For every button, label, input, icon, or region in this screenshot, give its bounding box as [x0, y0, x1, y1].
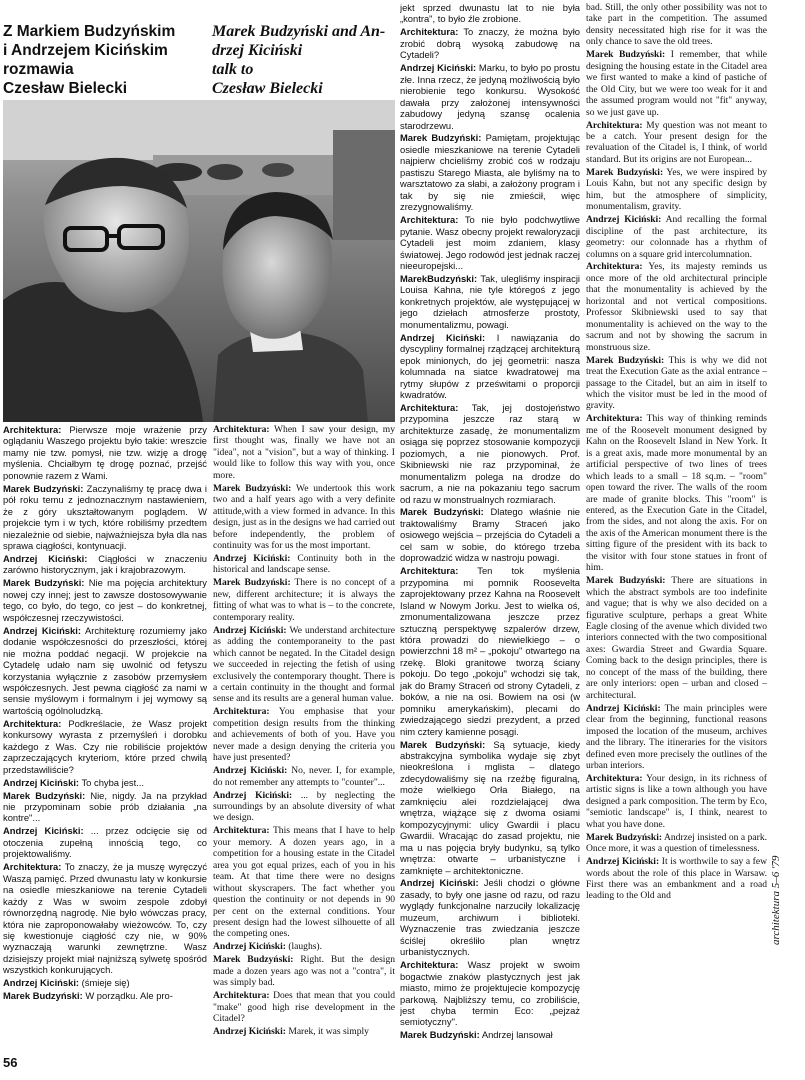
title-line: Z Markiem Budzyńskim	[3, 23, 176, 40]
paragraph	[213, 941, 395, 952]
paragraph-text: Does that mean that you could "make" good high rise development in the Citadel?	[213, 990, 395, 1025]
paragraph	[3, 718, 207, 775]
paragraph-text: W porządku. Ale pro-	[85, 990, 173, 1002]
speaker-label: Marek Budzyński:	[213, 577, 291, 589]
paragraph	[3, 861, 207, 976]
speaker-label: Marek Budzyński:	[3, 577, 85, 589]
paragraph-text: The main principles were clear from the beginning, functional reasons imposed the location of the museum, archives and the library. The itineraries for the visitors defined even more precisely the outlines of the urban interiors.	[586, 702, 767, 771]
paragraph	[3, 977, 207, 988]
paragraph-text: Dlatego właśnie nie traktowaliśmy Bramy Straceń jako osiowego wejścia – przejścia do Cytadeli a cel sam w sobie, do którego trzeba doprowadzić widza w nastroju powagi.	[400, 506, 580, 564]
speaker-label: Andrzej Kiciński:	[3, 776, 80, 788]
paragraph	[213, 990, 395, 1024]
speaker-label: Andrzej Kiciński:	[3, 552, 88, 564]
speaker-label: Andrzej Kiciński:	[3, 825, 84, 837]
paragraph-text: To znaczy, że można było zrobić dobrą wysoką zabudowę na Cytadeli?	[400, 26, 580, 61]
speaker-label: Architektura:	[400, 959, 459, 971]
speaker-label: Architektura:	[586, 119, 643, 131]
paragraph-text: Jeśli chodzi o główne zasady, to były one jasne od razu, od razu wyglądy funkcjonalne narzuciły lokalizację muzeum, archiwum i biblioteki. Wyznaczenie tras zwiedzania jeszcze ściślej określiło plan wnętrz urbanistycznych.	[400, 877, 580, 958]
paragraph-text: Pamiętam, projektując osiedle mieszkaniowe na terenie Cytadeli najpierw chcieliśmy zrobić coś w rodzaju pastiszu Starego Miasta, ale byliśmy na to warsztatowo za słabi, a założony program i tak by się nie zmieścił, więc zrezygnowaliśmy.	[400, 132, 580, 213]
text-column-english-2	[586, 2, 767, 1070]
paragraph-text: Your design, in its richness of artistic signs is like a town although you have designed a park composition. The term by Eco, "semiotic landscape" is, I think, nearest to what you have done.	[586, 772, 767, 830]
paragraph-text: Tak, jej dostojeństwo przypomina jeszcze raz starą w architekturze zasadę, że monumentalizm osiąga się poprzez stosowanie kompozycji poziomych, a nie pionowych. Prof. Skibniewski nie raz przypominał, że monumentalizm polega na drodze do sacrum, a nie na pokazaniu tego sacrum od razu w monstrualnych rozmiarach.	[400, 401, 580, 505]
paragraph-text: Right. But the design made a dozen years ago was not a "contra", it was simply bad.	[213, 954, 395, 989]
speaker-label: Andrzej Kiciński:	[213, 1026, 286, 1038]
speaker-label: Marek Budzyński:	[586, 831, 663, 843]
paragraph-text: To nie było podchwytliwe pytanie. Wasz obecny projekt rewaloryzacji Cytadeli jest moim zdaniem, klasy światowej. Jego rodowód jest jednak raczej nieeuropejski...	[400, 214, 580, 271]
speaker-label: Marek Budzyński:	[213, 482, 292, 494]
paragraph	[400, 62, 580, 131]
speaker-label: Andrzej Kiciński:	[213, 941, 286, 953]
paragraph-text: No, never. I, for example, do not remember any attempts to "counter"...	[213, 765, 395, 788]
paragraph	[586, 773, 767, 830]
paragraph	[586, 703, 767, 772]
paragraph	[586, 856, 767, 902]
paragraph-text: My question was not meant to be a catch. Your present design for the revaluation of the Citadel is, I think, of world standard. But its origins are not European...	[586, 119, 767, 165]
title-line: i Andrzejem Kicińskim	[3, 42, 168, 59]
paragraph-text: To znaczy, że ja muszę wyręczyć Waszą pamięć. Przed dwunastu laty w konkursie na osiedle mieszkaniowe na terenie Cytadeli każdy z Was w swoim zespole zdobył równorzędną nagrodę. Nie było wówczas pracy, która nie zaproponowałaby wieżowców. To, czy się kwestionuje ciągłość czy nie, w 90% wyznaczają warunki zewnętrzne. Wasz dzisiejszy projekt miał najniższą sylwetę spośród wszystkich konkurujących.	[3, 861, 207, 976]
paragraph	[586, 575, 767, 701]
paragraph-text: When I saw your design, my first thought was, finally we have not an "idea", not a "vision", but a way of thinking. I would like to follow this way with you, once more.	[213, 424, 395, 481]
speaker-label: MarekBudzyński:	[400, 272, 478, 284]
paragraph-text: jekt sprzed dwunastu lat to nie była „kontra", to było źle zrobione.	[400, 2, 580, 25]
paragraph-text: There is no concept of a new, different architecture; it is always the fitting of what was to what is – to the concrete, contemporary reality.	[213, 577, 395, 623]
paragraph	[586, 832, 767, 855]
paragraph-text: Nie, nigdy. Ja na przykład nie przypominam sobie prób działania „na kontre"...	[3, 789, 207, 824]
paragraph	[213, 765, 395, 788]
paragraph	[586, 355, 767, 412]
paragraph	[3, 625, 207, 717]
text-column-english-1	[213, 424, 395, 1067]
speaker-label: Marek Budzyński:	[400, 506, 484, 518]
paragraph	[400, 506, 580, 563]
paragraph-text: Pierwsze moje wrażenie przy oglądaniu Waszego projektu było takie: wreszcie mamy nie tzw. pomysł, nie tzw. wizję a drogę myślenia. Chciałbym tę drogę poznać, przejść ponownie razem z Wami.	[3, 424, 207, 481]
paragraph	[400, 1029, 580, 1040]
paragraph	[400, 402, 580, 505]
paragraph	[400, 26, 580, 60]
speaker-label: Marek Budzyński:	[586, 354, 665, 366]
speaker-label: Architektura:	[213, 990, 270, 1002]
paragraph	[400, 2, 580, 25]
paragraph	[3, 825, 207, 859]
paragraph-text: Są sytuacje, kiedy abstrakcyjna symbolika wydaje się zbyt nieokreślona i mglista – dlatego zdecydowaliśmy się na rzeźbę figuralną, może wielkiego Orła Białego, na zamknięciu alei rozdzielającej dwa wnętrza, wiążące się z dwoma osiami kompozycyjnymi: ulicy Gwardii i placu Gwardii. Wracając do zasad projektu, nie ma u nas pojęcia bryły budynku, są tylko wnętrza: otwarte – urbanistyczne i zamknięte – architektoniczne.	[400, 738, 580, 876]
speaker-label: Marek Budzyński:	[3, 789, 86, 801]
speaker-label: Architektura:	[400, 26, 459, 38]
title-line: rozmawia	[3, 61, 74, 78]
paragraph-text: This way of thinking reminds me of the Roosevelt monument designed by Kahn on the Roosevelt Island in New York. It is a great axis, made more monumental by an artificial perspective of two lines of trees which leads to a small – 18 sq.m. – "room" open toward the river. The walls of the room are made of granite blocks. This "room" is entered, as the Execution Gate in the Citadel, from the sides, and not along the axis. For on the axis of the American monument there is the sitting figure of the president with its back to the visitor with four stone statues in front of him.	[586, 413, 767, 574]
paragraph	[3, 777, 207, 788]
title-line: Czesław Bielecki	[212, 80, 323, 97]
speaker-label: Andrzej Kiciński:	[400, 877, 479, 889]
speaker-label: Andrzej Kiciński:	[213, 789, 293, 801]
paragraph-text: (laughs).	[288, 941, 322, 953]
paragraph-text: Andrzej insisted on a park. Once more, it was a question of timelessness.	[586, 831, 767, 855]
paragraph	[3, 790, 207, 824]
paragraph-text: I remember, that while designing the housing estate in the Citadel area we first wanted to make a kind of pastiche of the Old City, but we were too weak for it and the assumed program would not "fit" anyway, so we just gave up.	[586, 49, 767, 118]
speaker-label: Architektura:	[3, 861, 62, 873]
paragraph-text: I nawiązania do dyscypliny formalnej rządzącej architekturą epok minionych, do jej geometrii: nasza kolumnada na siatce kwadratowej ma rytmy słupów z prześwitami o proporcji kwadratów.	[400, 331, 580, 400]
speaker-label: Architektura:	[586, 261, 643, 273]
paragraph	[400, 565, 580, 737]
speaker-label: Architektura:	[213, 825, 270, 837]
speaker-label: Architektura:	[586, 772, 643, 784]
paragraph-text: And recalling the formal discipline of the past architecture, its geometry: our colonnade has a rhythm of columns on a square grid intercolumnation.	[586, 214, 767, 260]
speaker-label: Andrzej Kiciński:	[3, 624, 81, 636]
speaker-label: Architektura:	[400, 565, 459, 577]
title-polish	[3, 22, 208, 98]
speaker-label: Andrzej Kiciński:	[3, 977, 80, 989]
speaker-label: Marek Budzyński:	[400, 1029, 480, 1041]
paragraph	[3, 424, 207, 481]
speaker-label: Andrzej Kiciński:	[213, 765, 288, 777]
speaker-label: Andrzej Kiciński:	[400, 331, 486, 343]
speaker-label: Marek Budzyński:	[213, 954, 294, 966]
paragraph-text: ... by neglecting the surroundings by an absolute diversity of what we design.	[213, 789, 395, 824]
paragraph-text: Tak, ulegliśmy inspiracji Louisa Kahna, nie tyle któregoś z jego konkretnych projektów, ale występującej w jego dziełach atmosferze prostoty, monumentalizmu, powagi.	[400, 272, 580, 330]
paragraph	[3, 990, 207, 1001]
text-column-polish-2	[400, 2, 580, 1070]
paragraph	[213, 1026, 395, 1037]
paragraph	[400, 332, 580, 401]
title-english	[212, 22, 397, 98]
speaker-label: Architektura:	[3, 717, 62, 729]
paragraph-text: Yes, its majesty reminds us once more of the old architectural principle that the monumentality is achieved by the horizontal and not vertical compositions. Professor Skibniewski used to say that monumentality is achieved on the way to the sacrum and not by showing the sacrum in monstruous size.	[586, 261, 767, 353]
paragraph	[213, 706, 395, 763]
speaker-label: Andrzej Kiciński:	[586, 214, 662, 226]
paragraph	[213, 483, 395, 552]
title-line: Czesław Bielecki	[3, 80, 128, 97]
paragraph-text: Podkreślacie, że Wasz projekt konkursowy wyrasta z przemyśleń i dorobku każdego z Was. Czy nie robiliście projektów zaprzeczających kryteriom, które przed chwilą przedstawiliście?	[3, 717, 207, 775]
paragraph	[586, 120, 767, 166]
title-line: drzej Kiciński	[212, 42, 303, 59]
paragraph	[3, 553, 207, 576]
paragraph	[586, 214, 767, 260]
speaker-label: Marek Budzyński:	[586, 166, 664, 178]
speaker-label: Architektura:	[400, 214, 459, 226]
paragraph-text: Marek, it was simply	[288, 1026, 369, 1038]
paragraph	[586, 2, 767, 48]
paragraph-text: (śmieje się)	[81, 977, 130, 989]
paragraph	[3, 483, 207, 552]
paragraph	[213, 577, 395, 623]
speaker-label: Andrzej Kiciński:	[213, 624, 287, 636]
paragraph-text: Andrzej lansował	[481, 1029, 553, 1041]
paragraph	[213, 790, 395, 824]
paragraph-text: bad. Still, the only other possibility was not to take part in the competition. The assumed density necessitated high rise for it was the only chance to save the old trees.	[586, 2, 767, 48]
paragraph-text: This is why we did not treat the Execution Gate as the axial entrance – passage to the Citadel, but an aim in itself to which the visitor must be led in the mood of gravity.	[586, 354, 767, 412]
speaker-label: Andrzej Kiciński:	[213, 552, 291, 564]
paragraph	[213, 954, 395, 988]
speaker-label: Marek Budzyński:	[3, 482, 84, 494]
title-line: talk to	[212, 61, 254, 78]
paragraph-text: Marku, to było po prostu złe. Inna rzecz, że jedyną możliwością było nierobienie tego konkursu. Wysokość dawała przy założonej intensywności zabudowy jedyną szansę ocalenia starodrzewu.	[400, 62, 580, 131]
paragraph-text: To chyba jest...	[81, 776, 145, 788]
paragraph-text: It is worthwile to say a few words about the role of this place in Warsaw. First there was an embankment and a road leading to the Old and	[586, 856, 767, 902]
page-number: 56	[3, 1055, 18, 1070]
speaker-label: Architektura:	[400, 401, 459, 413]
paragraph	[400, 959, 580, 1028]
paragraph-text: There are situations in which the abstract symbols are too indefinite and vague; that is why we also decided on a figurative sculpture, perhaps a great White Eagle closing of the avenue which divided two interiors connected with the two compositional axes: Gwardia Street and Gwardia Square. Coming back to the design principles, there is no concept of the mass of the building, there are only interiors: open – urban and closed – architectural.	[586, 575, 767, 701]
paragraph-text: Nie ma pojęcia architektury nowej czy innej; jest to zawsze dostosowywanie tego, co było, do tego, co jest – do konkretnej, współczesnej rzeczywistości.	[3, 577, 207, 623]
paragraph	[400, 132, 580, 212]
paragraph-text: Ten tok myślenia przypomina mi pomnik Roosevelta zaprojektowany przez Kahna na Roosevelt Island w Nowym Jorku. Jest to wielka oś, zmonumentalizowana jeszcze przez sztuczną perspektywę szpalerów drzew, która prowadzi do niewielkiego – o powierzchni 18 m² – „pokoju" otwartego na rzekę. Bloki granitowe tworzą ściany pokoju. Do tego „pokoju" wchodzi się tak, jak do Bramy Straceń od strony Cytadeli, z boków, a nie na osi. Bowiem na osi (w pomniku amerykańskim), plecami do zwiedzającego siedzi prezydent, a przed nim cztery kamienne posągi.	[400, 565, 580, 737]
title-line: Marek Budzyński and An-	[212, 23, 386, 40]
paragraph-text: Wasz projekt w swoim bogactwie znaków plastycznych jest jak miasto, mimo że projektujecie kompozycję parkową. Najbliższy temu, co zrobiliście, jest chyba termin Eco: „pejzaż semiotyczny".	[400, 959, 580, 1028]
paragraph-text: Architekturę rozumiemy jako dodanie współczesności do przeszłości, której nie można poddać negacji. W projekcie na Cytadelę udało nam się uwolnić od fetyszu korzystania wyłącznie z zasobów przemysłem współczesnych. Jest pewna ciągłość za nami w sensie myślowym i formalnym i jej wymowy są wartością ogólnoludzką.	[3, 624, 207, 716]
speaker-label: Marek Budzyński:	[400, 132, 482, 144]
speaker-label: Andrzej Kiciński:	[400, 62, 477, 74]
speaker-label: Marek Budzyński:	[400, 738, 486, 750]
paragraph	[213, 553, 395, 576]
paragraph	[213, 825, 395, 940]
paragraph-text: Zaczynaliśmy tę pracę dwa i pół roku temu z jednoznacznym nastawieniem, że z góry ukształtowanym poglądem. W projekcie tym i w tych, które robiliśmy przedtem niezależnie od siebie, najważniejsza była dla nas sprawa ciągłości, kontynuacji.	[3, 482, 207, 552]
issue-label: architektura 5–6 '79	[770, 855, 782, 945]
paragraph	[400, 739, 580, 876]
paragraph-text: Yes, we were inspired by Louis Kahn, but not any specific design by him, but the atmosphere of simplicity, monumentalism, gravity.	[586, 166, 767, 213]
speaker-label: Andrzej Kiciński:	[586, 702, 661, 714]
speaker-label: Marek Budzyński:	[586, 49, 666, 61]
speaker-label: Architektura:	[213, 706, 270, 718]
paragraph	[400, 273, 580, 330]
paragraph	[213, 625, 395, 705]
speaker-label: Marek Budzyński:	[586, 575, 666, 587]
paragraph-text: We undertook this work two and a half years ago with a very definite attitude,with a view formed in advance. In this design, just as in the designs we had carried out before independently, the problem of continuity was for us the most important.	[213, 482, 395, 552]
photo-portrait-icon	[3, 100, 395, 422]
paragraph-text: We understand architecture as adding the contemporaneity to the past which cannot be negated. In the Citadel design we succeeded in rejecting the fetish of using exclusively the contemporary thought. There is a certain continuity in the thought and formal sense and its results are a general human value.	[213, 624, 395, 705]
speaker-label: Andrzej Kiciński:	[586, 856, 660, 868]
text-column-polish-1	[3, 424, 207, 1067]
paragraph	[3, 577, 207, 623]
paragraph-text: Continuity both in the historical and landscape sense.	[213, 552, 395, 576]
speaker-label: Architektura:	[3, 424, 62, 435]
paragraph-text: You emphasise that your competition design results from the thinking and achievements of both of you. Have you never made a design denying the criteria you have just presented?	[213, 706, 395, 764]
paragraph-text: ... przez odcięcie się od otoczenia zupełną innością tego, co projektowaliśmy.	[3, 825, 207, 860]
paragraph	[586, 261, 767, 353]
paragraph	[400, 214, 580, 271]
photo-portrait	[3, 100, 395, 422]
speaker-label: Marek Budzyński:	[3, 990, 83, 1002]
speaker-label: Architektura:	[586, 413, 643, 425]
paragraph	[586, 413, 767, 573]
paragraph	[213, 424, 395, 481]
paragraph	[586, 49, 767, 118]
paragraph-text: This means that I have to help your memory. A dozen years ago, in a competition for a housing estate in the Citadel area you got equal prizes, each of you in his team. At that time there were no designs without skyscrapers. The fact whether you question the continuity or not depends in 90 per cent on the external conditions. Your present design had the lowest silhouette of all the competing ones.	[213, 825, 395, 940]
paragraph	[400, 877, 580, 957]
speaker-label: Architektura:	[213, 424, 270, 435]
paragraph	[586, 167, 767, 213]
paragraph-text: Ciągłości w znaczeniu zarówno historycznym, jak i krajobrazowym.	[3, 552, 207, 576]
